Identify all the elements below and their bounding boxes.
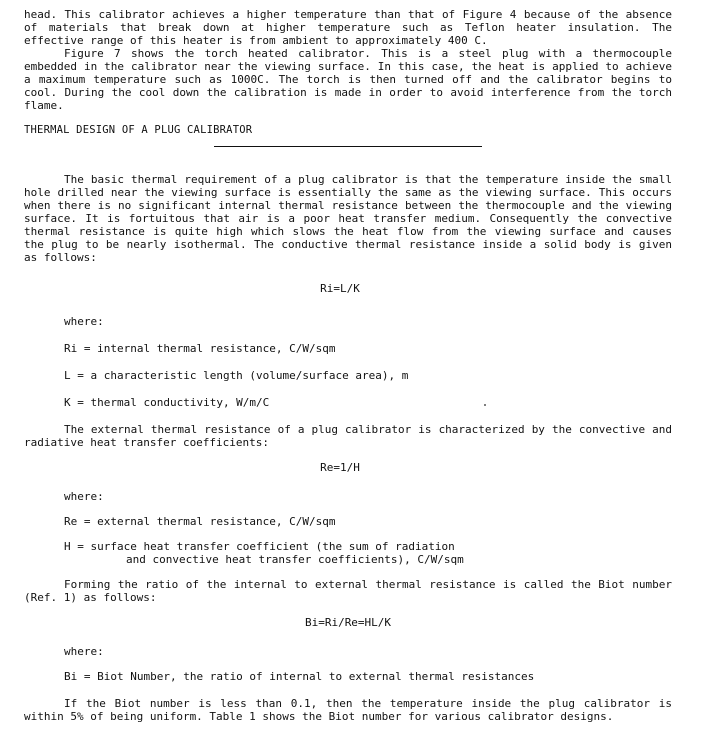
body-paragraph-3: Forming the ratio of the internal to external thermal resistance is called the Biot number (Ref. 1) as follows: [24,578,672,604]
equation-text: Re=1/H [320,461,360,474]
intro-paragraph-2: Figure 7 shows the torch heated calibrator. This is a steel plug with a thermocouple embedded in the calibrator near the viewing surface. In this case, the heat is applied to achieve a maximum temperature such as 1000C. The torch is then turned off and the calibrator begins to cool. During the cool down the calibration is made in order to avoid interference from the torch flame. [24,47,672,112]
heading-underline [214,146,482,147]
definition-ri: Ri = internal thermal resistance, C/W/sqm [64,342,336,355]
stray-scan-mark [484,404,486,406]
equation-external-resistance [24,461,672,474]
where-label: where: [64,315,104,328]
equation-text: Bi=Ri/Re=HL/K [304,616,392,629]
definition-h-continuation: and convective heat transfer coefficients), C/W/sqm [126,553,464,566]
section-heading: THERMAL DESIGN OF A PLUG CALIBRATOR [24,124,253,136]
document-page [24,8,672,723]
definition-re: Re = external thermal resistance, C/W/sqm [64,515,336,528]
definition-k: K = thermal conductivity, W/m/C [64,396,270,409]
definition-l: L = a characteristic length (volume/surface area), m [64,369,409,382]
body-paragraph-4: If the Biot number is less than 0.1, then the temperature inside the plug calibrator is within 5% of being uniform. Table 1 shows the Biot number for various calibrator designs. [24,697,672,723]
equation-biot-number [24,616,672,629]
body-paragraph-1: The basic thermal requirement of a plug calibrator is that the temperature inside the small hole drilled near the viewing surface is essentially the same as the viewing surface. This occurs when there is no significant internal thermal resistance between the thermocouple and the viewing surface. It is fortuitous that air is a poor heat transfer medium. Consequently the convective thermal resistance is quite high which slows the heat flow from the viewing surface and causes the plug to be nearly isothermal. The conductive thermal resistance inside a solid body is given as follows: [24,173,672,264]
definition-bi: Bi = Biot Number, the ratio of internal to external thermal resistances [64,670,535,683]
where-label: where: [64,490,104,503]
intro-paragraph-1: head. This calibrator achieves a higher temperature than that of Figure 4 because of the absence of materials that break down at higher temperature such as Teflon heater insulation. The effective range of this heater is from ambient to approximately 400 C. [24,8,672,47]
definition-h: H = surface heat transfer coefficient (the sum of radiation [64,540,455,553]
equation-internal-resistance [24,282,672,295]
where-label: where: [64,645,104,658]
equation-text: Ri=L/K [320,282,360,295]
body-paragraph-2: The external thermal resistance of a plug calibrator is characterized by the convective and radiative heat transfer coefficients: [24,423,672,449]
